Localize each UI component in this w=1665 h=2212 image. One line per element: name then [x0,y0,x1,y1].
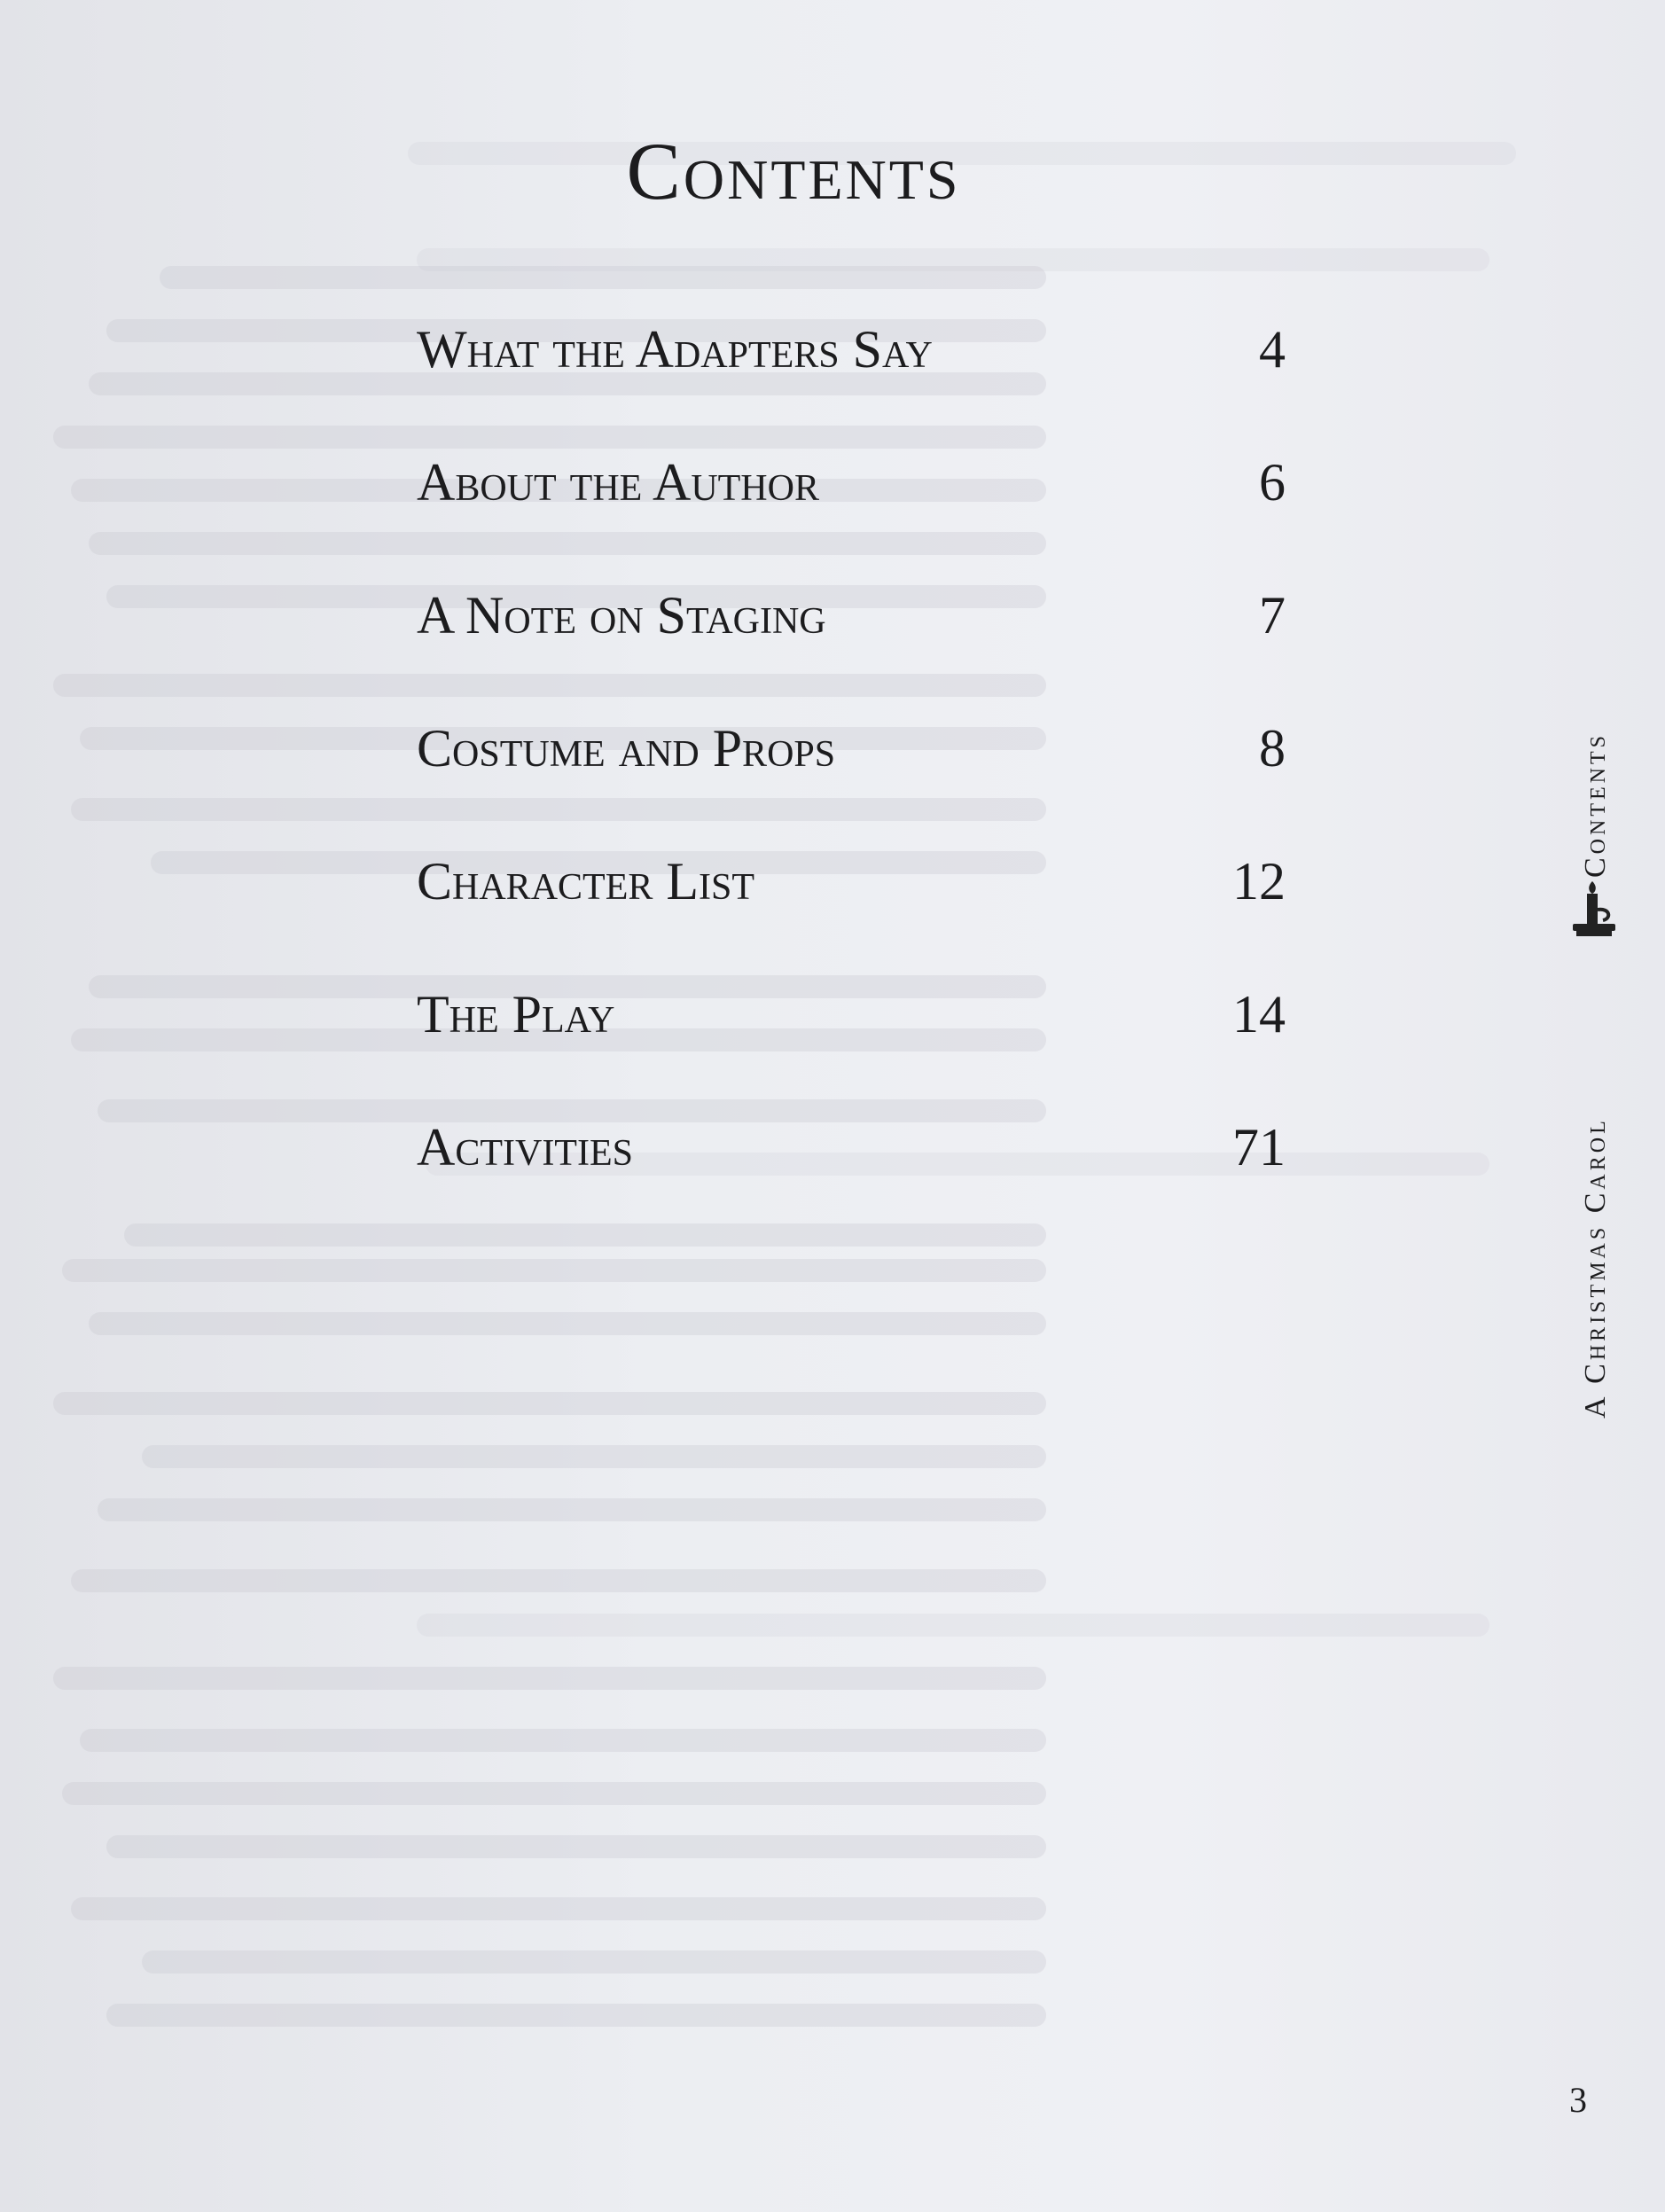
toc-entry-the-play[interactable] [417,984,1303,1117]
toc-entry-label: Activities [417,1118,633,1176]
toc-entry-page: 6 [1259,453,1286,512]
toc-entry-label: A Note on Staging [417,586,826,645]
page-number: 3 [1569,2080,1587,2120]
toc-entry-label: Character List [417,852,755,911]
running-head-section: Contents [1579,731,1612,878]
page-title: Contents [626,126,961,216]
toc-entry-page: 14 [1232,985,1286,1043]
toc-entry-a-note-on-staging[interactable] [417,585,1303,718]
toc-entry-page: 8 [1259,719,1286,778]
toc-entry-label: About the Author [417,453,819,512]
toc-entry-label: Costume and Props [417,719,836,778]
toc-entry-character-list[interactable] [417,851,1303,984]
running-head-book-title: A Christmas Carol [1579,1117,1612,1419]
toc-entry-activities[interactable] [417,1117,1303,1250]
toc-entry-label: What the Adapters Say [417,320,933,379]
toc-entry-page: 12 [1232,852,1286,911]
toc-entry-costume-and-props[interactable] [417,718,1303,851]
table-of-contents [417,319,1303,1250]
toc-entry-about-the-author[interactable] [417,452,1303,585]
toc-entry-label: The Play [417,985,615,1043]
toc-entry-page: 7 [1259,586,1286,645]
candle-lamp-icon [1567,878,1621,949]
toc-entry-what-the-adapters-say[interactable] [417,319,1303,452]
toc-entry-page: 71 [1232,1118,1286,1176]
toc-entry-page: 4 [1259,320,1286,379]
running-head [1547,621,1645,1419]
